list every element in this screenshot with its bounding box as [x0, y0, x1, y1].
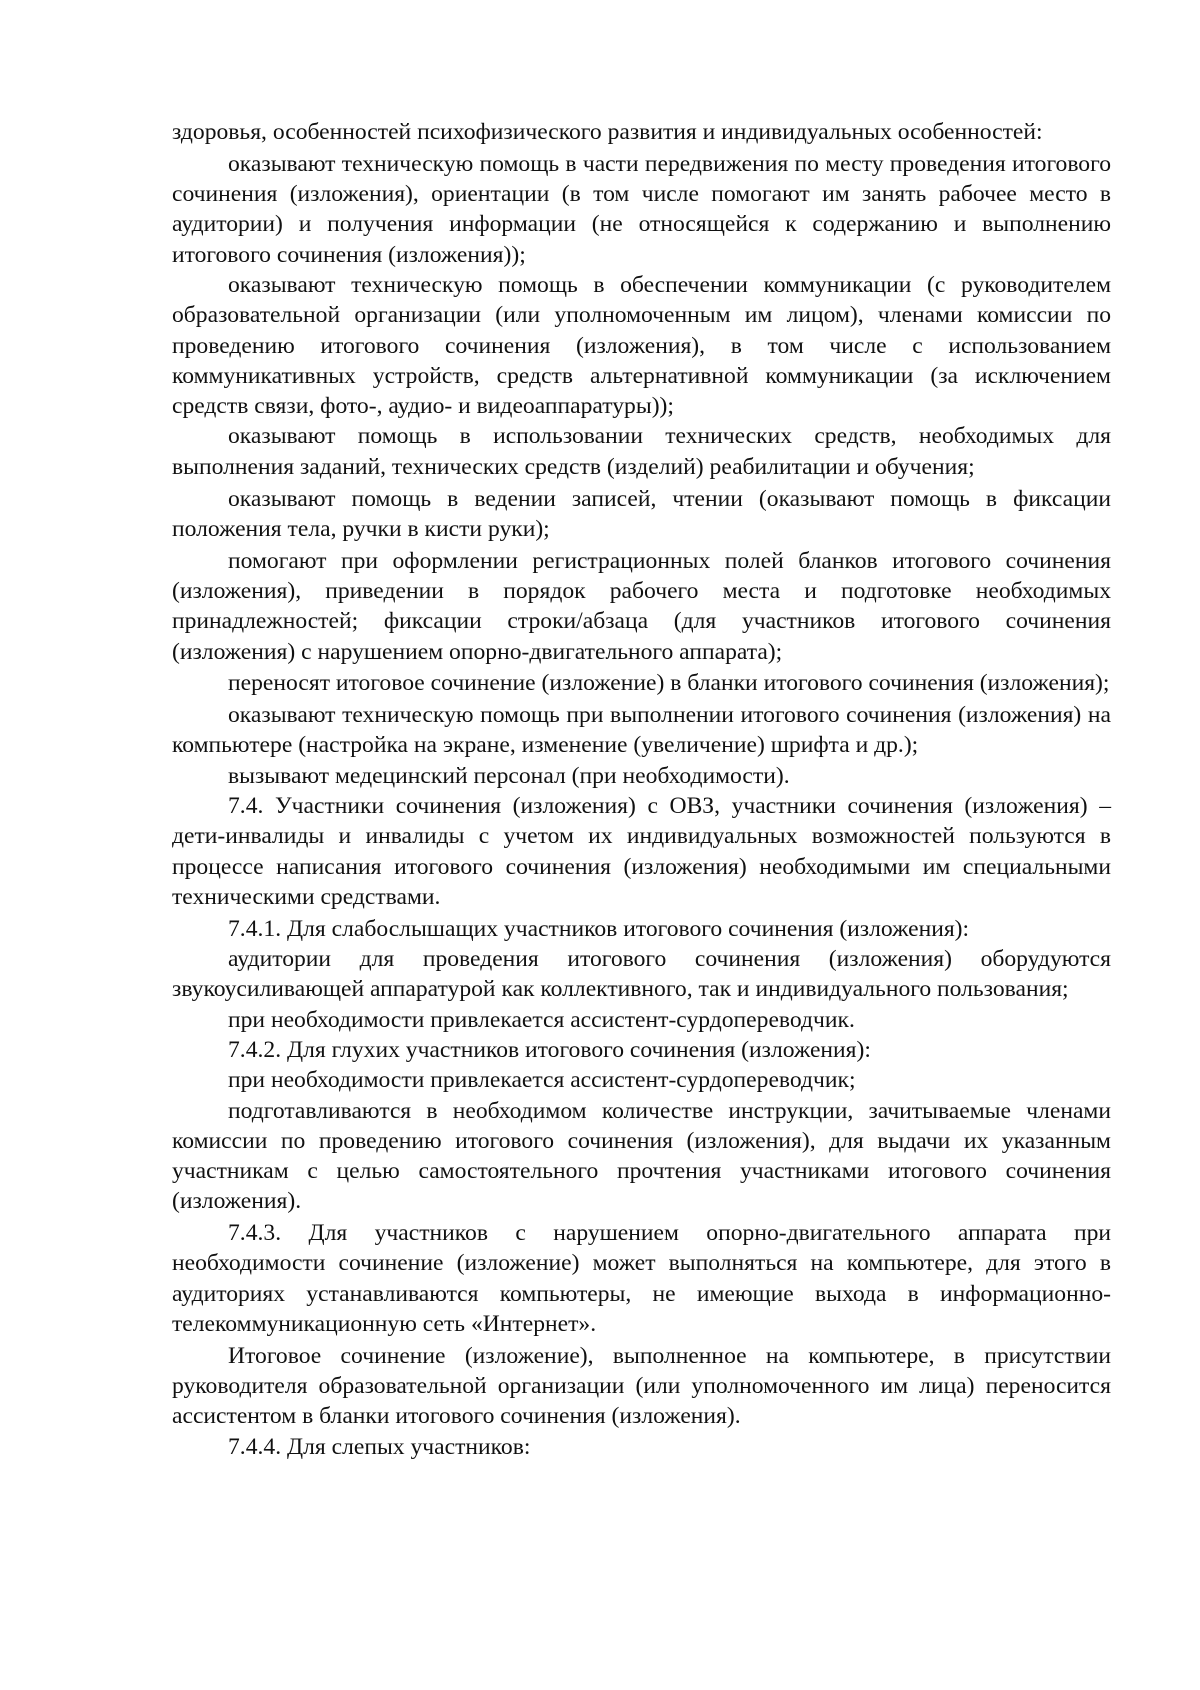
paragraph-computer-essay: Итоговое сочинение (изложение), выполненное на компьютере, в присутствии руководителя образовательной организации (или уполномоченного им лица) переносится ассистентом в бланки итогового сочинения (изложения). [172, 1342, 1111, 1430]
paragraph-sign-interpreter-2: при необходимости привлекается ассистент-сурдопереводчик; [228, 1067, 856, 1094]
paragraph-section-7-4: 7.4. Участники сочинения (изложения) с ОВЗ, участники сочинения (изложения) – дети-инвалиды и инвалиды с учетом их индивидуальных возможностей пользуются в процессе написания итогового сочинения (изложения) необходимыми им специальными техническими средствами. [172, 793, 1111, 910]
document-body [172, 117, 1111, 1462]
paragraph-section-7-4-4: 7.4.4. Для слепых участников: [228, 1433, 531, 1460]
paragraph-sign-interpreter-1: при необходимости привлекается ассистент-сурдопереводчик. [228, 1006, 855, 1033]
paragraph-transfer-essay: переносят итоговое сочинение (изложение) в бланки итогового сочинения (изложения); [228, 670, 1110, 697]
paragraph-section-7-4-2: 7.4.2. Для глухих участников итогового сочинения (изложения): [228, 1036, 871, 1063]
paragraph-instructions: подготавливаются в необходимом количестве инструкции, зачитываемые членами комиссии по проведению итогового сочинения (изложения), для выдачи их указанным участникам с целью самостоятельного прочтения участниками итогового сочинения (изложения). [172, 1097, 1111, 1215]
paragraph-sound-equipment: аудитории для проведения итогового сочинения (изложения) оборудуются звукоусиливающей аппаратурой как коллективного, так и индивидуального пользования; [172, 946, 1111, 1003]
paragraph-computer-help: оказывают техническую помощь при выполнении итогового сочинения (изложения) на компьютере (настройка на экране, изменение (увеличение) шрифта и др.); [172, 702, 1111, 759]
paragraph-help-registration-fields: помогают при оформлении регистрационных полей бланков итогового сочинения (изложения), приведении в порядок рабочего места и подготовке необходимых принадлежностей; фиксации строки/абзаца (для участников итогового сочинения (изложения) с нарушением опорно-двигательного аппарата); [172, 547, 1111, 665]
paragraph-section-7-4-3: 7.4.3. Для участников с нарушением опорно-двигательного аппарата при необходимости сочинение (изложение) может выполняться на компьютере, для этого в аудиториях устанавливаются компьютеры, не имеющие выхода в информационно-телекоммуникационную сеть «Интернет». [172, 1220, 1111, 1338]
paragraph-medical-staff: вызывают медецинский персонал (при необходимости). [228, 762, 790, 789]
paragraph-continuation: здоровья, особенностей психофизического развития и индивидуальных особенностей: [172, 119, 1043, 145]
paragraph-technical-help-communication: оказывают техническую помощь в обеспечении коммуникации (с руководителем образовательной организации (или уполномоченным им лицом), членами комиссии по проведению итогового сочинения (изложения), в том числе с использованием коммуникативных устройств, средств альтернативной коммуникации (за исключением средств связи, фото-, аудио- и видеоаппаратуры)); [172, 271, 1111, 420]
paragraph-help-writing: оказывают помощь в ведении записей, чтении (оказывают помощь в фиксации положения тела, ручки в кисти руки); [172, 485, 1111, 542]
paragraph-help-technical-means: оказывают помощь в использовании технических средств, необходимых для выполнения заданий, технических средств (изделий) реабилитации и обучения; [172, 423, 1111, 480]
paragraph-section-7-4-1: 7.4.1. Для слабослышащих участников итогового сочинения (изложения): [228, 915, 970, 942]
paragraph-technical-help-movement: оказывают техническую помощь в части передвижения по месту проведения итогового сочинения (изложения), ориентации (в том числе помогают им занять рабочее место в аудитории) и получения информации (не относящейся к содержанию и выполнению итогового сочинения (изложения)); [172, 150, 1111, 268]
